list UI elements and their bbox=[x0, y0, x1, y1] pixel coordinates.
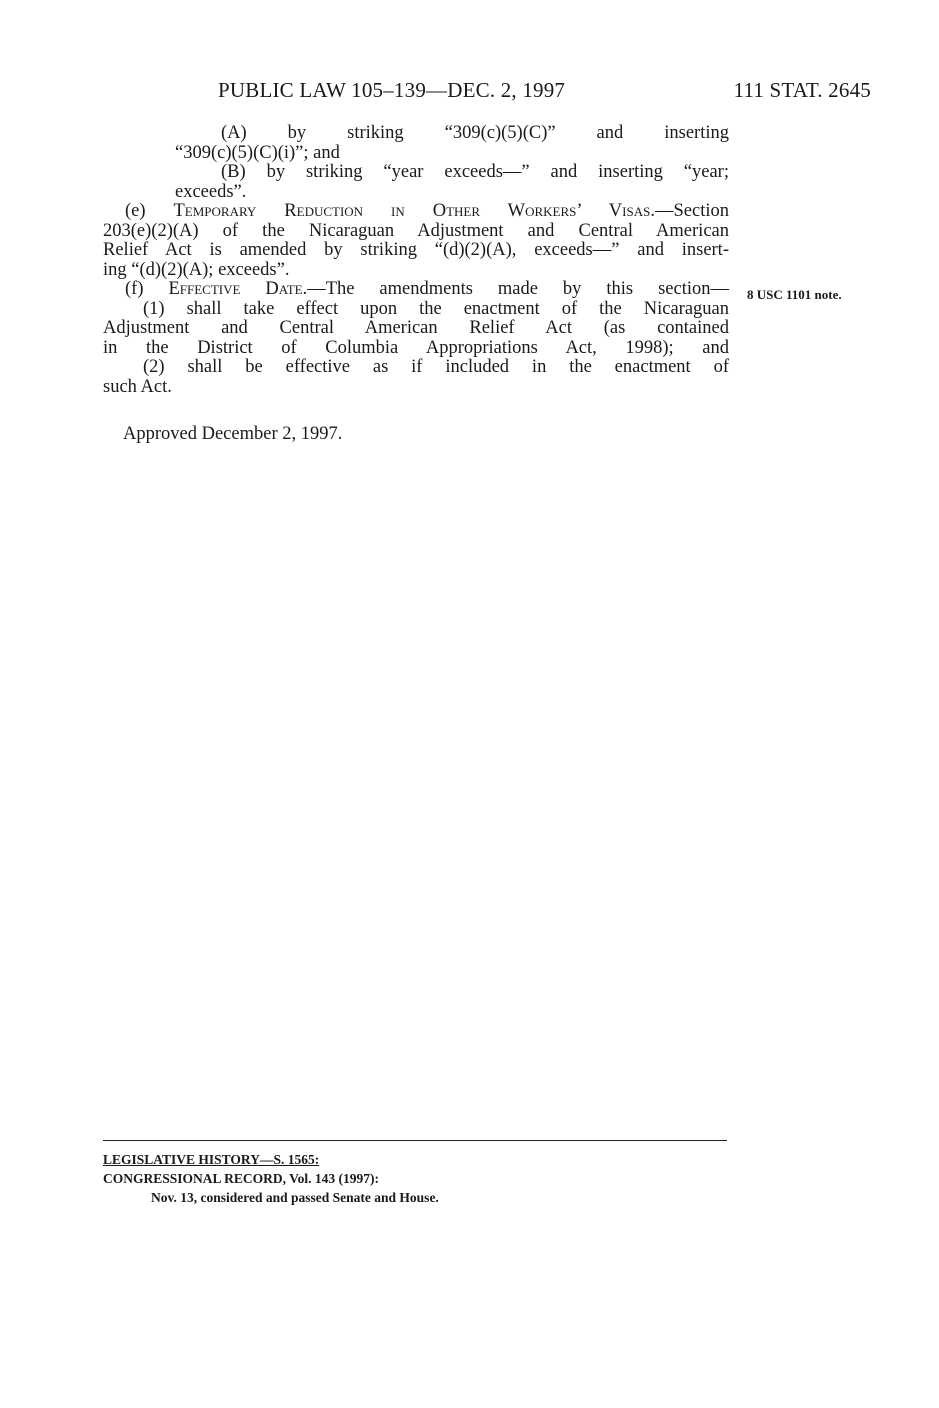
legislative-history bbox=[103, 1150, 439, 1207]
subsection-f-prefix: (f) bbox=[125, 279, 169, 299]
subsection-e-line-1 bbox=[103, 202, 729, 222]
paragraph-1-line-3: in the District of Columbia Appropriations Act, 1998); and bbox=[103, 337, 729, 358]
paragraph-1-line-2: Adjustment and Central American Relief Act (as contained bbox=[103, 318, 729, 338]
law-text bbox=[103, 124, 729, 397]
congressional-record: CONGRESSIONAL RECORD, Vol. 143 (1997): bbox=[103, 1171, 380, 1186]
margin-note: 8 USC 1101 note. bbox=[747, 287, 842, 302]
subsection-e-heading: Temporary Reduction in Other Workers’ Visas. bbox=[173, 201, 655, 221]
clause-a-line-2: “309(c)(5)(C)(i)”; and bbox=[175, 142, 340, 163]
subsection-e-prefix: (e) bbox=[125, 201, 174, 221]
statute-page-number: 111 STAT. 2645 bbox=[733, 78, 871, 102]
running-head: PUBLIC LAW 105–139—DEC. 2, 1997 bbox=[218, 78, 566, 102]
legislative-history-title: LEGISLATIVE HISTORY—S. 1565: bbox=[103, 1152, 320, 1167]
subsection-e-line-2: 203(e)(2)(A) of the Nicaraguan Adjustment and Central American bbox=[103, 220, 729, 241]
subsection-e-rest: —Section bbox=[654, 201, 729, 221]
clause-a-line-1: (A) by striking “309(c)(5)(C)” and inserting bbox=[221, 123, 729, 143]
paragraph-2-line-1: (2) shall be effective as if included in the enactment of bbox=[143, 357, 729, 377]
subsection-e-line-3: Relief Act is amended by striking “(d)(2)(A), exceeds—” and insert- bbox=[103, 240, 729, 260]
subsection-f-line-1 bbox=[103, 280, 729, 300]
clause-b-line-1: (B) by striking “year exceeds—” and inserting “year; bbox=[221, 162, 729, 182]
clause-b-line-2: exceeds”. bbox=[175, 181, 247, 202]
subsection-f-rest: —The amendments made by this section— bbox=[307, 279, 729, 299]
approval-date: Approved December 2, 1997. bbox=[123, 424, 343, 444]
subsection-e-line-4: ing “(d)(2)(A); exceeds”. bbox=[103, 259, 290, 280]
paragraph-1-line-1: (1) shall take effect upon the enactment of the Nicaraguan bbox=[143, 298, 729, 319]
subsection-f-heading: Effective Date. bbox=[168, 279, 308, 299]
history-action: Nov. 13, considered and passed Senate and House. bbox=[151, 1190, 439, 1205]
footnote-divider bbox=[103, 1140, 727, 1141]
paragraph-2-line-2: such Act. bbox=[103, 376, 172, 397]
